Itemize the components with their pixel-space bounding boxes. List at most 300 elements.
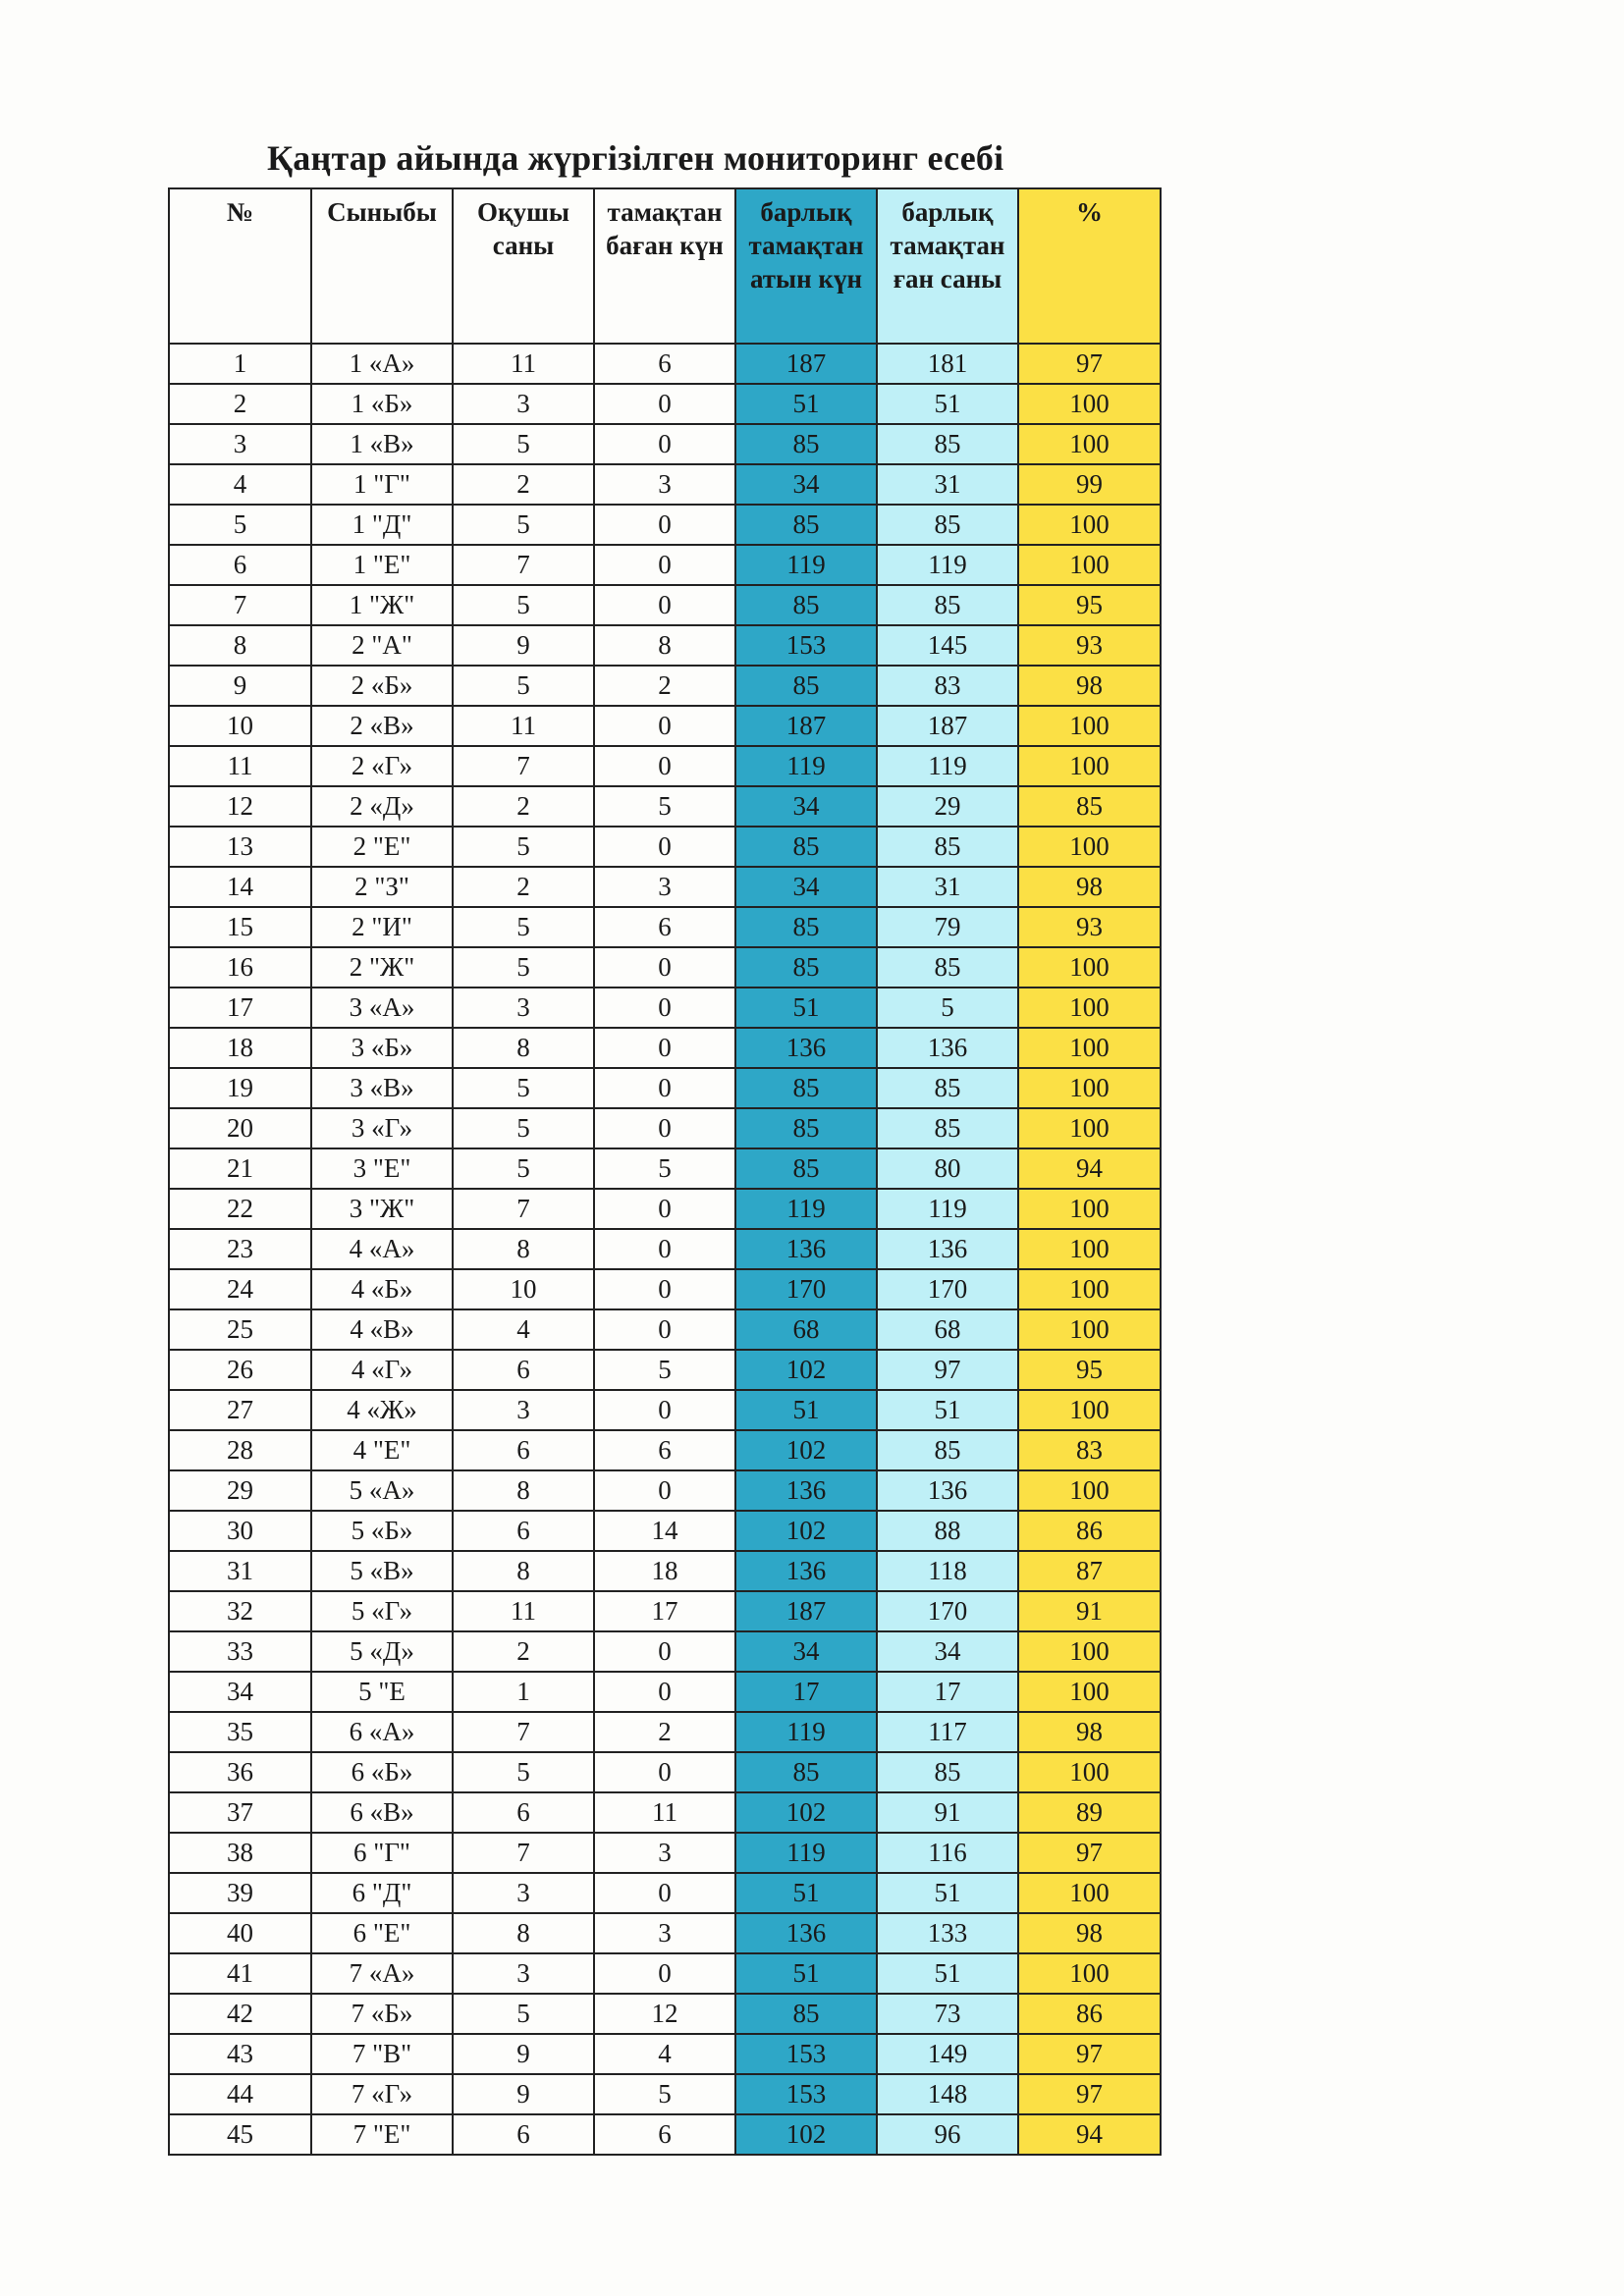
cell-total-days: 85 — [735, 424, 877, 464]
cell-total-fed: 119 — [877, 1189, 1018, 1229]
cell-total-fed: 31 — [877, 464, 1018, 505]
cell-num: 43 — [169, 2034, 311, 2074]
cell-students: 5 — [453, 907, 594, 947]
cell-total-fed: 149 — [877, 2034, 1018, 2074]
cell-missed: 2 — [594, 666, 735, 706]
cell-missed: 0 — [594, 384, 735, 424]
cell-total-fed: 17 — [877, 1672, 1018, 1712]
cell-num: 37 — [169, 1792, 311, 1833]
cell-missed: 0 — [594, 1269, 735, 1309]
cell-total-fed: 133 — [877, 1913, 1018, 1953]
cell-missed: 2 — [594, 1712, 735, 1752]
table-row — [169, 1068, 1161, 1108]
cell-total-days: 85 — [735, 1752, 877, 1792]
table-row — [169, 706, 1161, 746]
table-row — [169, 1390, 1161, 1430]
cell-total-days: 51 — [735, 1873, 877, 1913]
cell-num: 40 — [169, 1913, 311, 1953]
table-row — [169, 585, 1161, 625]
cell-missed: 0 — [594, 1953, 735, 1994]
cell-missed: 6 — [594, 907, 735, 947]
cell-total-fed: 85 — [877, 1068, 1018, 1108]
cell-total-fed: 51 — [877, 1390, 1018, 1430]
cell-num: 17 — [169, 988, 311, 1028]
cell-total-days: 51 — [735, 1390, 877, 1430]
cell-class: 2 "Ж" — [311, 947, 453, 988]
cell-total-days: 119 — [735, 746, 877, 786]
cell-percent: 100 — [1018, 706, 1161, 746]
cell-class: 3 «Г» — [311, 1108, 453, 1148]
cell-class: 2 «Б» — [311, 666, 453, 706]
cell-students: 3 — [453, 1873, 594, 1913]
cell-class: 1 "Ж" — [311, 585, 453, 625]
cell-num: 3 — [169, 424, 311, 464]
cell-class: 3 «А» — [311, 988, 453, 1028]
cell-students: 6 — [453, 1511, 594, 1551]
cell-percent: 100 — [1018, 1631, 1161, 1672]
cell-missed: 0 — [594, 1390, 735, 1430]
cell-total-days: 102 — [735, 1511, 877, 1551]
cell-class: 7 «Б» — [311, 1994, 453, 2034]
cell-num: 32 — [169, 1591, 311, 1631]
cell-class: 1 "Д" — [311, 505, 453, 545]
cell-total-fed: 96 — [877, 2114, 1018, 2155]
cell-missed: 18 — [594, 1551, 735, 1591]
table-row — [169, 1189, 1161, 1229]
cell-percent: 100 — [1018, 1470, 1161, 1511]
cell-percent: 100 — [1018, 545, 1161, 585]
cell-class: 3 "Ж" — [311, 1189, 453, 1229]
cell-num: 44 — [169, 2074, 311, 2114]
cell-class: 2 "А" — [311, 625, 453, 666]
cell-num: 45 — [169, 2114, 311, 2155]
table-row — [169, 786, 1161, 827]
cell-missed: 0 — [594, 545, 735, 585]
cell-students: 11 — [453, 706, 594, 746]
cell-num: 12 — [169, 786, 311, 827]
table-row — [169, 1672, 1161, 1712]
cell-students: 2 — [453, 1631, 594, 1672]
cell-students: 1 — [453, 1672, 594, 1712]
cell-class: 7 «А» — [311, 1953, 453, 1994]
cell-percent: 93 — [1018, 907, 1161, 947]
cell-total-days: 85 — [735, 947, 877, 988]
header-missed: тамақтан баған күн — [594, 188, 735, 344]
cell-num: 22 — [169, 1189, 311, 1229]
cell-class: 6 "Д" — [311, 1873, 453, 1913]
cell-students: 3 — [453, 1390, 594, 1430]
table-row — [169, 1229, 1161, 1269]
cell-total-fed: 85 — [877, 1430, 1018, 1470]
cell-total-fed: 187 — [877, 706, 1018, 746]
cell-students: 7 — [453, 545, 594, 585]
cell-total-days: 187 — [735, 344, 877, 384]
table-row — [169, 1712, 1161, 1752]
cell-percent: 99 — [1018, 464, 1161, 505]
cell-total-fed: 85 — [877, 505, 1018, 545]
cell-missed: 0 — [594, 706, 735, 746]
cell-students: 11 — [453, 1591, 594, 1631]
cell-missed: 0 — [594, 424, 735, 464]
cell-missed: 0 — [594, 988, 735, 1028]
cell-total-days: 51 — [735, 1953, 877, 1994]
cell-total-days: 153 — [735, 2034, 877, 2074]
cell-percent: 100 — [1018, 1068, 1161, 1108]
cell-total-fed: 51 — [877, 1953, 1018, 1994]
cell-total-days: 136 — [735, 1913, 877, 1953]
cell-total-days: 102 — [735, 1350, 877, 1390]
cell-students: 8 — [453, 1028, 594, 1068]
cell-num: 20 — [169, 1108, 311, 1148]
cell-students: 3 — [453, 1953, 594, 1994]
cell-percent: 94 — [1018, 2114, 1161, 2155]
table-row — [169, 384, 1161, 424]
table-row — [169, 1913, 1161, 1953]
cell-class: 1 «В» — [311, 424, 453, 464]
cell-missed: 3 — [594, 464, 735, 505]
header-total-days: барлық тамақтан атын күн — [735, 188, 877, 344]
cell-missed: 14 — [594, 1511, 735, 1551]
cell-num: 41 — [169, 1953, 311, 1994]
cell-num: 15 — [169, 907, 311, 947]
cell-missed: 3 — [594, 1833, 735, 1873]
cell-missed: 11 — [594, 1792, 735, 1833]
cell-num: 27 — [169, 1390, 311, 1430]
cell-class: 5 «Г» — [311, 1591, 453, 1631]
cell-total-fed: 85 — [877, 424, 1018, 464]
cell-class: 2 "Е" — [311, 827, 453, 867]
cell-num: 16 — [169, 947, 311, 988]
cell-total-days: 85 — [735, 1148, 877, 1189]
table-row — [169, 1148, 1161, 1189]
cell-missed: 0 — [594, 1108, 735, 1148]
cell-num: 6 — [169, 545, 311, 585]
cell-class: 4 «Г» — [311, 1350, 453, 1390]
cell-missed: 4 — [594, 2034, 735, 2074]
table-row — [169, 666, 1161, 706]
header-num: № — [169, 188, 311, 344]
cell-class: 4 «А» — [311, 1229, 453, 1269]
cell-missed: 17 — [594, 1591, 735, 1631]
table-row — [169, 505, 1161, 545]
table-row — [169, 424, 1161, 464]
cell-total-days: 34 — [735, 786, 877, 827]
cell-students: 5 — [453, 827, 594, 867]
cell-num: 2 — [169, 384, 311, 424]
cell-percent: 100 — [1018, 1309, 1161, 1350]
table-row — [169, 827, 1161, 867]
cell-missed: 6 — [594, 2114, 735, 2155]
cell-percent: 100 — [1018, 1953, 1161, 1994]
cell-total-fed: 170 — [877, 1591, 1018, 1631]
cell-total-days: 102 — [735, 2114, 877, 2155]
cell-total-days: 187 — [735, 1591, 877, 1631]
cell-class: 5 "Е — [311, 1672, 453, 1712]
cell-total-fed: 34 — [877, 1631, 1018, 1672]
table-row — [169, 2114, 1161, 2155]
cell-total-fed: 80 — [877, 1148, 1018, 1189]
cell-students: 2 — [453, 464, 594, 505]
cell-missed: 0 — [594, 1631, 735, 1672]
cell-total-days: 153 — [735, 2074, 877, 2114]
cell-missed: 0 — [594, 585, 735, 625]
cell-missed: 5 — [594, 1148, 735, 1189]
cell-total-days: 119 — [735, 1833, 877, 1873]
cell-students: 9 — [453, 2034, 594, 2074]
cell-missed: 6 — [594, 344, 735, 384]
cell-total-fed: 118 — [877, 1551, 1018, 1591]
table-row — [169, 1752, 1161, 1792]
cell-percent: 83 — [1018, 1430, 1161, 1470]
cell-students: 5 — [453, 1148, 594, 1189]
cell-class: 3 «Б» — [311, 1028, 453, 1068]
table-row — [169, 947, 1161, 988]
table-row — [169, 746, 1161, 786]
table-row — [169, 545, 1161, 585]
cell-total-fed: 83 — [877, 666, 1018, 706]
cell-students: 7 — [453, 1712, 594, 1752]
cell-num: 39 — [169, 1873, 311, 1913]
cell-students: 5 — [453, 1752, 594, 1792]
cell-percent: 98 — [1018, 1913, 1161, 1953]
cell-students: 8 — [453, 1470, 594, 1511]
cell-students: 7 — [453, 1189, 594, 1229]
cell-percent: 100 — [1018, 1028, 1161, 1068]
cell-class: 6 "Е" — [311, 1913, 453, 1953]
cell-students: 2 — [453, 867, 594, 907]
cell-students: 5 — [453, 424, 594, 464]
cell-total-days: 136 — [735, 1551, 877, 1591]
cell-students: 5 — [453, 947, 594, 988]
cell-missed: 0 — [594, 1189, 735, 1229]
cell-students: 3 — [453, 384, 594, 424]
cell-missed: 6 — [594, 1430, 735, 1470]
cell-percent: 100 — [1018, 1269, 1161, 1309]
cell-percent: 100 — [1018, 1752, 1161, 1792]
cell-students: 8 — [453, 1913, 594, 1953]
cell-total-days: 68 — [735, 1309, 877, 1350]
cell-percent: 100 — [1018, 1390, 1161, 1430]
cell-percent: 100 — [1018, 947, 1161, 988]
cell-total-fed: 136 — [877, 1229, 1018, 1269]
table-row — [169, 344, 1161, 384]
cell-total-fed: 85 — [877, 1752, 1018, 1792]
cell-students: 5 — [453, 666, 594, 706]
table-row — [169, 1551, 1161, 1591]
cell-total-days: 102 — [735, 1430, 877, 1470]
cell-num: 1 — [169, 344, 311, 384]
cell-percent: 100 — [1018, 1189, 1161, 1229]
table-row — [169, 1953, 1161, 1994]
cell-missed: 0 — [594, 1068, 735, 1108]
cell-num: 33 — [169, 1631, 311, 1672]
cell-students: 5 — [453, 1994, 594, 2034]
cell-total-fed: 51 — [877, 384, 1018, 424]
cell-total-days: 187 — [735, 706, 877, 746]
cell-total-days: 51 — [735, 384, 877, 424]
table-row — [169, 1631, 1161, 1672]
cell-percent: 97 — [1018, 2034, 1161, 2074]
cell-total-fed: 85 — [877, 585, 1018, 625]
cell-students: 9 — [453, 625, 594, 666]
cell-percent: 100 — [1018, 1229, 1161, 1269]
cell-students: 5 — [453, 505, 594, 545]
cell-class: 2 «Г» — [311, 746, 453, 786]
cell-students: 6 — [453, 1430, 594, 1470]
table-row — [169, 1309, 1161, 1350]
cell-percent: 100 — [1018, 1108, 1161, 1148]
cell-class: 1 «А» — [311, 344, 453, 384]
cell-class: 5 «А» — [311, 1470, 453, 1511]
table-row — [169, 1028, 1161, 1068]
cell-total-days: 17 — [735, 1672, 877, 1712]
cell-percent: 98 — [1018, 666, 1161, 706]
cell-num: 14 — [169, 867, 311, 907]
cell-total-days: 85 — [735, 1994, 877, 2034]
cell-percent: 98 — [1018, 1712, 1161, 1752]
cell-students: 6 — [453, 1792, 594, 1833]
cell-class: 4 "Е" — [311, 1430, 453, 1470]
cell-missed: 0 — [594, 746, 735, 786]
cell-percent: 98 — [1018, 867, 1161, 907]
cell-missed: 0 — [594, 1752, 735, 1792]
cell-total-fed: 91 — [877, 1792, 1018, 1833]
table-row — [169, 2034, 1161, 2074]
cell-percent: 94 — [1018, 1148, 1161, 1189]
cell-class: 6 «Б» — [311, 1752, 453, 1792]
cell-class: 1 «Б» — [311, 384, 453, 424]
cell-total-days: 85 — [735, 666, 877, 706]
cell-total-fed: 136 — [877, 1028, 1018, 1068]
header-class: Сыныбы — [311, 188, 453, 344]
cell-total-fed: 116 — [877, 1833, 1018, 1873]
cell-class: 2 «Д» — [311, 786, 453, 827]
cell-total-days: 136 — [735, 1470, 877, 1511]
cell-percent: 100 — [1018, 827, 1161, 867]
cell-percent: 100 — [1018, 1873, 1161, 1913]
cell-class: 4 «В» — [311, 1309, 453, 1350]
cell-num: 13 — [169, 827, 311, 867]
cell-missed: 0 — [594, 947, 735, 988]
cell-class: 2 «В» — [311, 706, 453, 746]
cell-missed: 0 — [594, 1229, 735, 1269]
cell-total-days: 85 — [735, 827, 877, 867]
cell-students: 11 — [453, 344, 594, 384]
cell-students: 5 — [453, 1068, 594, 1108]
cell-total-days: 85 — [735, 907, 877, 947]
cell-total-days: 85 — [735, 585, 877, 625]
cell-missed: 5 — [594, 1350, 735, 1390]
cell-num: 21 — [169, 1148, 311, 1189]
cell-total-days: 153 — [735, 625, 877, 666]
cell-class: 5 «В» — [311, 1551, 453, 1591]
cell-total-fed: 79 — [877, 907, 1018, 947]
cell-num: 19 — [169, 1068, 311, 1108]
monitoring-table — [168, 187, 1162, 2156]
cell-missed: 0 — [594, 505, 735, 545]
cell-total-fed: 73 — [877, 1994, 1018, 2034]
cell-total-fed: 170 — [877, 1269, 1018, 1309]
cell-class: 3 "Е" — [311, 1148, 453, 1189]
table-row — [169, 1873, 1161, 1913]
cell-num: 29 — [169, 1470, 311, 1511]
cell-total-days: 34 — [735, 867, 877, 907]
cell-class: 1 "Е" — [311, 545, 453, 585]
cell-missed: 0 — [594, 1028, 735, 1068]
cell-total-days: 136 — [735, 1229, 877, 1269]
table-row — [169, 1350, 1161, 1390]
cell-percent: 100 — [1018, 384, 1161, 424]
cell-percent: 93 — [1018, 625, 1161, 666]
cell-num: 42 — [169, 1994, 311, 2034]
cell-class: 2 "И" — [311, 907, 453, 947]
cell-num: 7 — [169, 585, 311, 625]
table-row — [169, 1470, 1161, 1511]
cell-class: 4 «Ж» — [311, 1390, 453, 1430]
cell-percent: 97 — [1018, 1833, 1161, 1873]
cell-missed: 0 — [594, 1470, 735, 1511]
cell-num: 10 — [169, 706, 311, 746]
cell-class: 5 «Д» — [311, 1631, 453, 1672]
cell-total-days: 136 — [735, 1028, 877, 1068]
cell-percent: 100 — [1018, 424, 1161, 464]
header-percent: % — [1018, 188, 1161, 344]
cell-students: 9 — [453, 2074, 594, 2114]
cell-num: 28 — [169, 1430, 311, 1470]
cell-total-fed: 85 — [877, 1108, 1018, 1148]
cell-class: 2 "З" — [311, 867, 453, 907]
table-row — [169, 1591, 1161, 1631]
cell-class: 6 "Г" — [311, 1833, 453, 1873]
cell-students: 7 — [453, 746, 594, 786]
cell-total-fed: 51 — [877, 1873, 1018, 1913]
cell-num: 11 — [169, 746, 311, 786]
cell-total-days: 119 — [735, 1712, 877, 1752]
cell-total-fed: 97 — [877, 1350, 1018, 1390]
cell-num: 26 — [169, 1350, 311, 1390]
cell-num: 18 — [169, 1028, 311, 1068]
cell-students: 7 — [453, 1833, 594, 1873]
cell-class: 3 «В» — [311, 1068, 453, 1108]
table-row — [169, 907, 1161, 947]
cell-percent: 100 — [1018, 505, 1161, 545]
cell-percent: 89 — [1018, 1792, 1161, 1833]
cell-total-days: 102 — [735, 1792, 877, 1833]
cell-total-days: 119 — [735, 1189, 877, 1229]
cell-percent: 86 — [1018, 1994, 1161, 2034]
cell-total-days: 85 — [735, 505, 877, 545]
cell-students: 6 — [453, 2114, 594, 2155]
cell-percent: 95 — [1018, 585, 1161, 625]
report-title: Қаңтар айында жүргізілген мониторинг есебі — [267, 138, 1004, 178]
cell-num: 36 — [169, 1752, 311, 1792]
cell-missed: 12 — [594, 1994, 735, 2034]
cell-total-fed: 119 — [877, 545, 1018, 585]
cell-students: 6 — [453, 1350, 594, 1390]
cell-percent: 97 — [1018, 2074, 1161, 2114]
table-row — [169, 1108, 1161, 1148]
cell-num: 8 — [169, 625, 311, 666]
cell-num: 23 — [169, 1229, 311, 1269]
table-row — [169, 1833, 1161, 1873]
cell-missed: 5 — [594, 2074, 735, 2114]
cell-missed: 0 — [594, 1873, 735, 1913]
cell-students: 8 — [453, 1551, 594, 1591]
cell-total-days: 51 — [735, 988, 877, 1028]
cell-missed: 8 — [594, 625, 735, 666]
cell-total-days: 34 — [735, 464, 877, 505]
header-row — [169, 188, 1161, 344]
